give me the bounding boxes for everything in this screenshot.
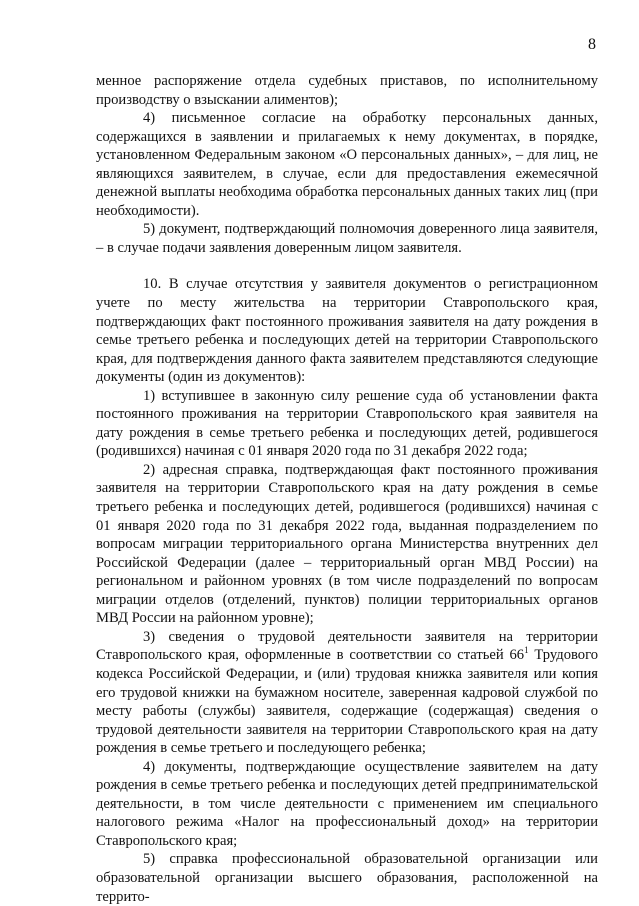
article-superscript: 1 [524, 645, 529, 656]
item3-text-before: 3) сведения о трудовой деятельности заявителя на территории Ставропольского края, оформленные в соответствии со статьей 66 [96, 628, 598, 664]
list-item-address-certificate: 2) адресная справка, подтверждающая факт постоянного проживания заявителя на территории Ставропольского края на дату рождения в семье третьего ребенка и последующих детей, родившегося (родившихся) начиная с 01 января 2020 года по 31 декабря 2022 года, выданная подразделением по вопросам миграции территориального органа Министерства внутренних дел Российской Федерации (далее – территориальный орган МВД России) на региональном и районном уровнях (в том числе подразделений по вопросам миграции отделов (отделений, пунктов) полиции территориальных органов МВД России на районном уровне); [96, 461, 598, 627]
paragraph-gap [96, 257, 598, 275]
section-10-paragraph: 10. В случае отсутствия у заявителя документов о регистрационном учете по месту жительства на территории Ставропольского края, подтверждающих факт постоянного проживания заявителя на дату рождения в семье третьего ребенка и последующих детей на территории Ставропольского края, для подтверждения данного факта заявителем представляются следующие документы (один из документов): [96, 276, 598, 386]
list-item-business-documents: 4) документы, подтверждающие осуществление заявителем на дату рождения в семье третьего ребенка и последующих детей предпринимательской деятельности, в том числе деятельности с применением им специального налогового режима «Налог на профессиональный доход» на территории Ставропольского края; [96, 758, 598, 849]
continuation-paragraph: менное распоряжение отдела судебных приставов, по исполнительному производству о взыскании алиментов); [96, 73, 598, 108]
list-item-employment-records [96, 628, 598, 758]
page-number: 8 [588, 36, 596, 53]
list-item-education-certificate: 5) справка профессиональной образовательной организации или образовательной организации высшего образования, расположенной на террито- [96, 851, 598, 905]
item3-text-after: Трудового кодекса Российской Федерации, и (или) трудовая книжка заявителя или копия его трудовой книжки на бумажном носителе, заверенная кадровой службой по месту работы (службы) заявителя, содержащие (содержащая) сведения о трудовой деятельности заявителя на территории Ставропольского края на дату рождения в семье третьего и последующего ребенка; [96, 647, 598, 757]
list-item-court-decision: 1) вступившее в законную силу решение суда об установлении факта постоянного проживания на территории Ставропольского края заявителя на дату рождения в семье третьего ребенка и последующих детей, родившегося (родившихся) начиная с 01 января 2020 года по 31 декабря 2022 года; [96, 387, 598, 460]
list-item-consent: 4) письменное согласие на обработку персональных данных, содержащихся в заявлении и прилагаемых к нему документах, в порядке, установленном Федеральным законом «О персональных данных», – для лиц, не являющихся заявителем, в случае, если для предоставления ежемесячной денежной выплаты необходима обработка персональных данных таких лиц (при необходимости). [96, 110, 598, 219]
document-body [96, 72, 598, 906]
list-item-proxy-document: 5) документ, подтверждающий полномочия доверенного лица заявителя, – в случае подачи заявления доверенным лицом заявителя. [96, 221, 598, 256]
